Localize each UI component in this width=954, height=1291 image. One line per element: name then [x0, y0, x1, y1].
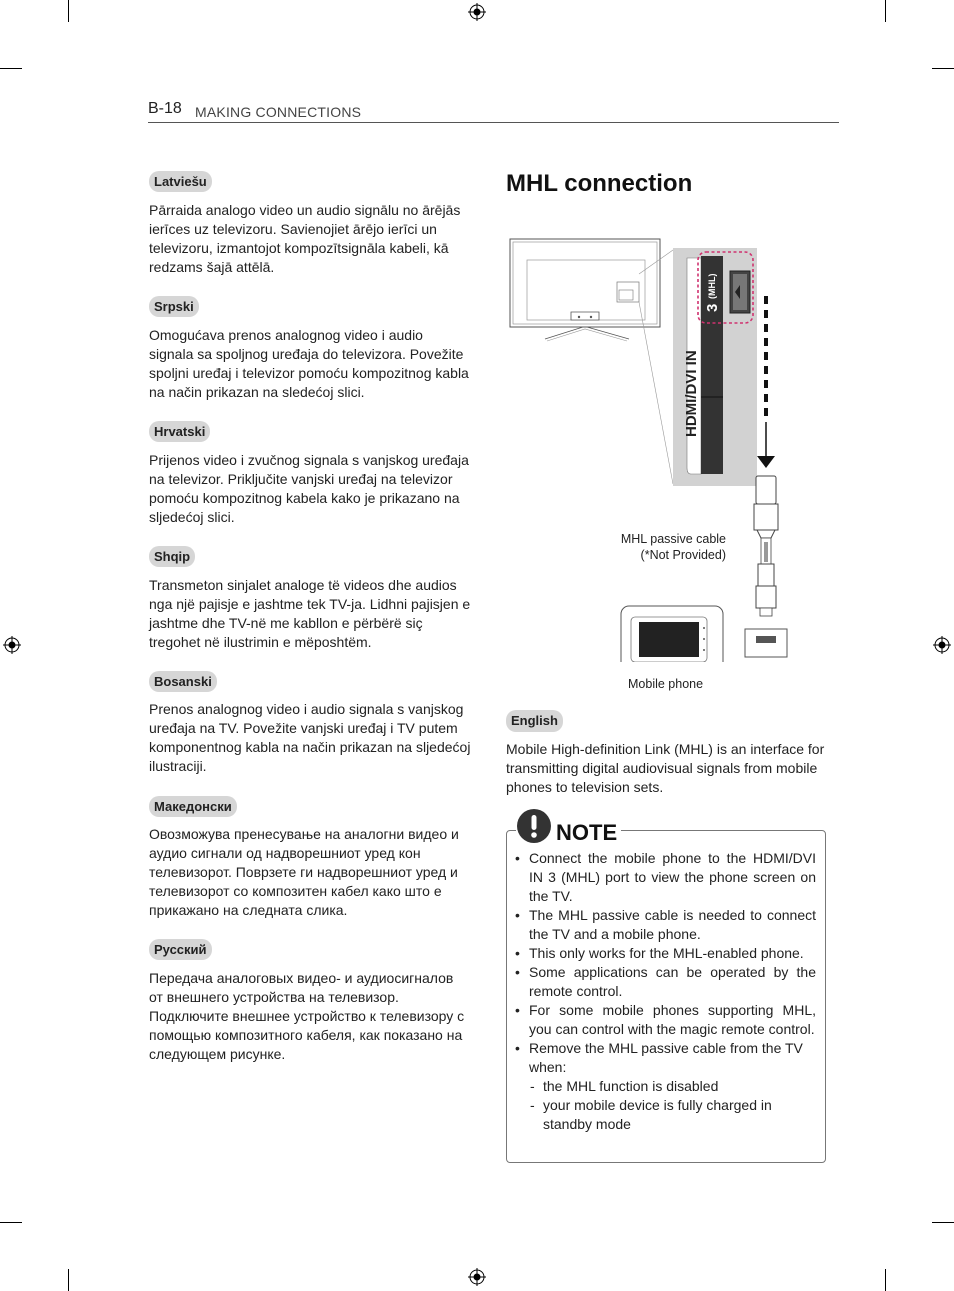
list-item: • Connect the mobile phone to the HDMI/DVI IN 3 (MHL) port to view the phone screen on the TV.	[512, 849, 816, 906]
list-item-text: Remove the MHL passive cable from the TV when:	[529, 1040, 803, 1075]
crop-mark	[68, 0, 69, 22]
sub-list-item: - your mobile device is fully charged in standby mode	[529, 1096, 816, 1134]
list-item: • For some mobile phones supporting MHL, you can control with the magic remote control.	[512, 1001, 816, 1039]
sub-list-item: - the MHL function is disabled	[529, 1077, 816, 1096]
crop-mark	[68, 1269, 69, 1291]
phone-label: Mobile phone	[628, 677, 704, 691]
crop-mark	[885, 0, 886, 22]
lang-text-hrvatski: Prijenos video i zvučnog signala s vanjskog uređaja na televizor. Priključite vanjski uređaj na televizor pomoću kompozitnog kabela kako je prikazano na sljedećoj slici.	[149, 452, 469, 525]
lang-badge-russkiy: Русский	[149, 939, 212, 960]
list-item: • This only works for the MHL-enabled phone.	[512, 944, 816, 963]
crop-mark	[885, 1269, 886, 1291]
list-item: • Some applications can be operated by the remote control.	[512, 963, 816, 1001]
lang-badge-bosanski: Bosanski	[149, 671, 217, 692]
english-description: Mobile High-definition Link (MHL) is an interface for transmitting digital audiovisual signals from mobile phones to television sets.	[506, 741, 825, 795]
lang-text-bosanski: Prenos analognog video i audio signala s vanjskog uređaja na TV. Povežite vanjski uređaj i TV putem komponentnog kabla na način prikazan na sljedećoj ilustraciji.	[149, 701, 471, 774]
header-divider	[148, 122, 839, 123]
list-item	[512, 1039, 816, 1134]
lang-badge-latviesu: Latviešu	[149, 171, 212, 192]
insert-arrow-icon	[757, 296, 775, 468]
crop-mark	[0, 68, 22, 69]
port-label-mhl: (MHL)	[707, 273, 717, 299]
crop-mark	[932, 68, 954, 69]
note-header	[516, 806, 621, 846]
registration-mark-icon	[3, 636, 21, 654]
section-title: MAKING CONNECTIONS	[195, 104, 362, 120]
note-title: NOTE	[556, 820, 618, 845]
registration-mark-icon	[468, 1268, 486, 1286]
lang-badge-srpski: Srpski	[149, 296, 199, 317]
cable-label: MHL passive cable	[620, 532, 726, 546]
lang-badge-english: English	[506, 710, 563, 732]
lang-text-makedonski: Овозможува пренесување на аналогни видео и аудио сигнали од надворешниот уред кон телевизорот. Поврзете ги надворешниот уред и телевизорот со композитен кабел како што е прикажано на следната слика.	[149, 826, 459, 918]
port-label-hdmi-dvi-in: HDMI/DVI IN	[683, 350, 700, 437]
lang-text-shqip: Transmeton sinjalet analoge të videos dhe audios nga një pajisje e jashtme tek TV-ja. Lidhni pajisjen e jashtme dhe TV-në me kabllon e përbërë siç tregohet në ilustrimin e mëposhtëm.	[149, 577, 471, 650]
list-item: • The MHL passive cable is needed to connect the TV and a mobile phone.	[512, 906, 816, 944]
lang-text-russkiy: Передача аналоговых видео- и аудиосигналов от внешнего устройства на телевизор. Подключите внешнее устройство к телевизору с помощью композитного кабеля, как показано на следующем рисунке.	[149, 970, 465, 1062]
exclamation-icon	[516, 808, 552, 844]
lang-badge-hrvatski: Hrvatski	[149, 421, 210, 442]
registration-mark-icon	[468, 3, 486, 21]
crop-mark	[0, 1222, 22, 1223]
note-list	[512, 849, 816, 1134]
mhl-cable-illustration	[754, 476, 778, 616]
port-label-number: 3	[704, 303, 721, 312]
sub-list	[529, 1077, 816, 1134]
lang-text-srpski: Omogućava prenos analognog video i audio signala sa spoljnog uređaja do televizora. Povežite spoljni uređaj i televizor pomoću kompozitnog kabla na način prikazan na sledećoj slici.	[149, 327, 469, 400]
crop-mark	[932, 1222, 954, 1223]
page-number: B-18	[148, 100, 182, 117]
registration-mark-icon	[933, 636, 951, 654]
lang-badge-shqip: Shqip	[149, 546, 195, 567]
tv-back-illustration	[510, 239, 673, 484]
mhl-connection-diagram	[505, 232, 805, 662]
cable-note: (*Not Provided)	[640, 548, 726, 562]
lang-badge-makedonski: Македонски	[149, 796, 237, 817]
page-title: MHL connection	[506, 170, 693, 197]
lang-text-latviesu: Pārraida analogo video un audio signālu no ārējās ierīces uz televizoru. Savienojiet ārējo ierīci un televizoru, izmantojot kompozītsignāla kabeli, kā redzams šajā attēlā.	[149, 202, 461, 275]
